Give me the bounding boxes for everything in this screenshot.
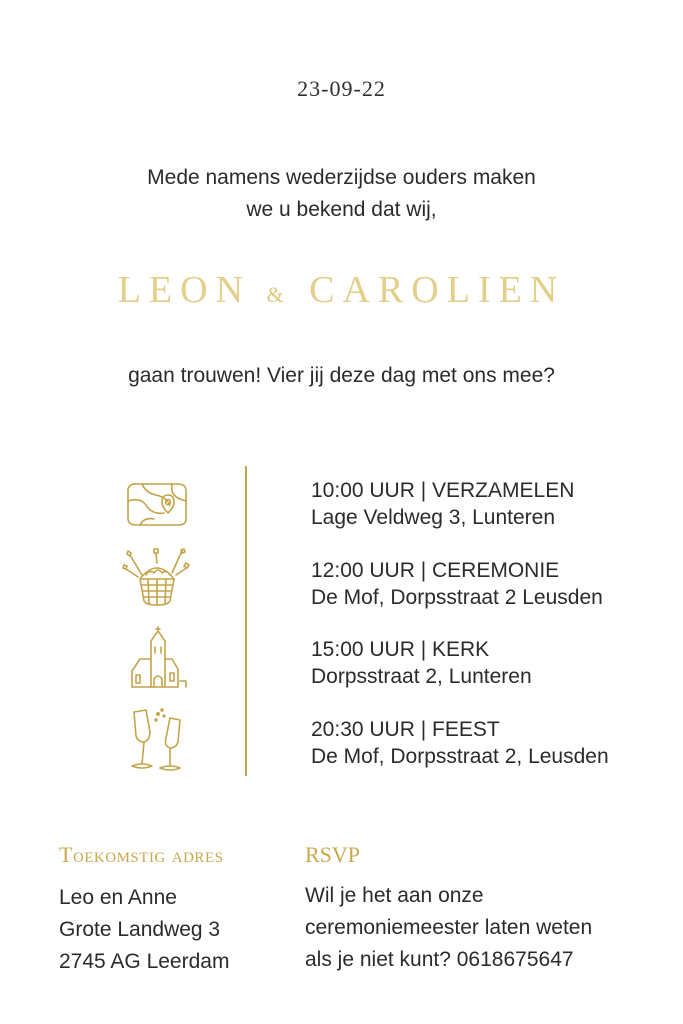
- event-time: 15:00 UUR | KERK: [311, 638, 490, 661]
- event-church: [311, 636, 532, 690]
- map-icon: [120, 475, 194, 539]
- address-line-2: Grote Landweg 3: [59, 918, 221, 941]
- address-block: [59, 882, 229, 978]
- event-party: [311, 716, 609, 770]
- event-time: 10:00 UUR | VERZAMELEN: [311, 479, 575, 502]
- rsvp-line-1: Wil je het aan onze: [305, 884, 484, 907]
- event-place: Lage Veldweg 3, Lunteren: [311, 506, 556, 529]
- address-line-1: Leo en Anne: [59, 886, 177, 909]
- rsvp-block: [305, 880, 592, 976]
- invite-line: gaan trouwen! Vier jij deze dag met ons mee?: [128, 364, 555, 387]
- names-ampersand: &: [266, 282, 286, 307]
- flower-basket-icon: [120, 545, 194, 609]
- rsvp-heading: RSVP: [305, 842, 361, 867]
- intro-line-2: we u bekend dat wij,: [246, 198, 437, 221]
- event-place: De Mof, Dorpsstraat 2, Leusden: [311, 745, 609, 768]
- event-gathering: [311, 477, 574, 531]
- couple-names: [0, 268, 683, 312]
- event-place: De Mof, Dorpsstraat 2 Leusden: [311, 586, 603, 609]
- address-line-3: 2745 AG Leerdam: [59, 950, 230, 973]
- event-place: Dorpsstraat 2, Lunteren: [311, 665, 532, 688]
- name-second: CAROLIEN: [309, 269, 566, 311]
- event-time: 12:00 UUR | CEREMONIE: [311, 559, 560, 582]
- event-ceremony: [311, 557, 603, 611]
- rsvp-line-3: als je niet kunt? 0618675647: [305, 948, 574, 971]
- name-first: LEON: [117, 269, 252, 311]
- address-heading: Toekomstig adres: [59, 842, 224, 867]
- wedding-date: 23-09-22: [297, 76, 386, 101]
- event-time: 20:30 UUR | FEEST: [311, 718, 500, 741]
- intro-text: [0, 162, 683, 226]
- intro-line-1: Mede namens wederzijdse ouders maken: [147, 166, 536, 189]
- timeline-divider: [245, 466, 247, 776]
- champagne-glasses-icon: [120, 708, 194, 772]
- rsvp-line-2: ceremoniemeester laten weten: [305, 916, 593, 939]
- church-icon: [120, 625, 194, 689]
